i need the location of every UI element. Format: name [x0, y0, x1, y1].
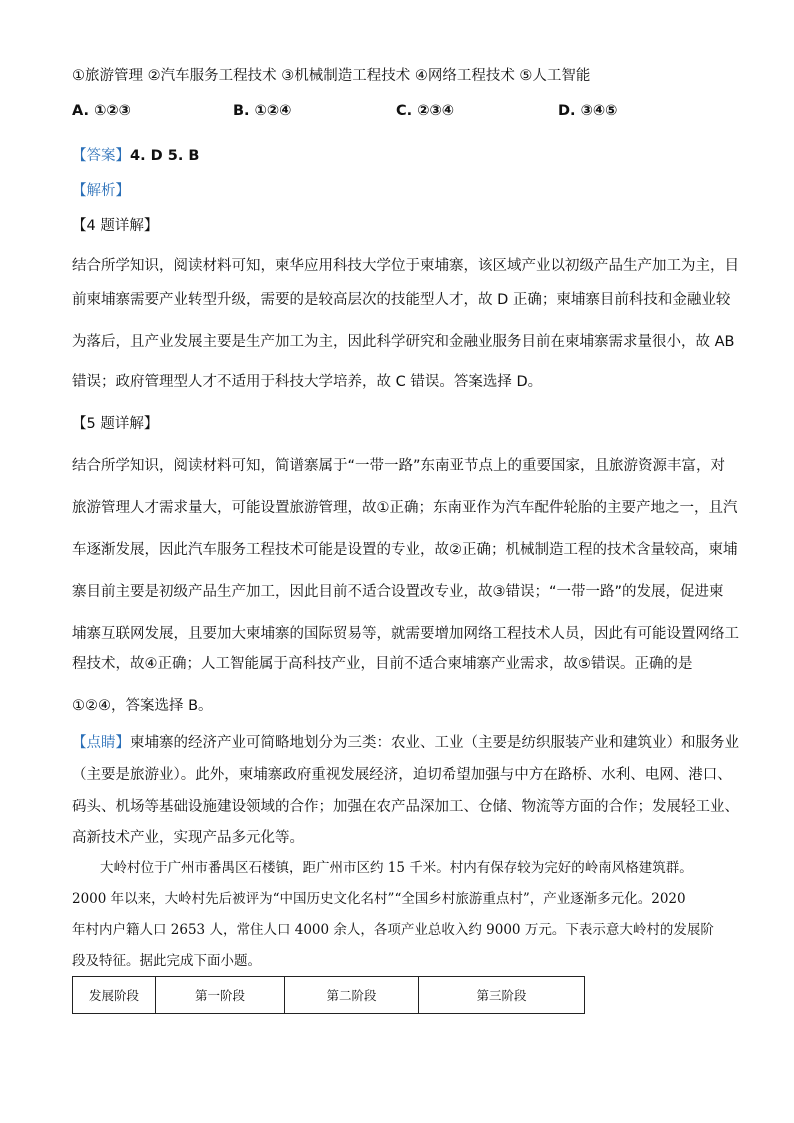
point-tag: 【点睛】 [72, 735, 130, 751]
material-line: 大岭村位于广州市番禺区石楼镇，距广州市区约 15 千米。村内有保存较为完好的岭南风格建筑群。 [100, 860, 693, 876]
point-line: 高新技术产业，实现产品多元化等。 [72, 830, 304, 846]
point-line: 码头、机场等基础设施建设领域的合作；加强在农产品深加工、仓储、物流等方面的合作；发展轻工业、 [72, 799, 739, 815]
q5-line: 结合所学知识，阅读材料可知，简谱寨属于“一带一路”东南亚节点上的重要国家，且旅游资源丰富，对 [72, 458, 726, 474]
q4-line: 为落后，且产业发展主要是生产加工为主，因此科学研究和金融业服务目前在柬埔寨需求量很小，故 AB [72, 334, 735, 350]
material-line: 2000 年以来，大岭村先后被评为“中国历史文化名村”“全国乡村旅游重点村”，产业逐渐多元化。2020 [72, 891, 686, 907]
q5-line: ①②④，答案选择 B。 [72, 698, 213, 714]
analysis-tag: 【解析】 [72, 183, 130, 199]
q4-heading: 【4 题详解】 [72, 218, 159, 234]
answer-tag: 【答案】 [72, 148, 130, 164]
table-header-cell: 发展阶段 [73, 977, 156, 1014]
q5-line: 埔寨互联网发展，且要加大柬埔寨的国际贸易等，就需要增加网络工程技术人员，因此有可能设置网络工 [72, 626, 739, 642]
point-line: （主要是旅游业）。此外，柬埔寨政府重视发展经济，迫切希望加强与中方在路桥、水利、电网、港口、 [72, 767, 732, 783]
option-a: A. ①②③ [72, 103, 131, 119]
option-b: B. ①②④ [233, 103, 292, 119]
analysis-line [72, 181, 130, 201]
q4-line: 前柬埔寨需要产业转型升级，需要的是较高层次的技能型人才，故 D 正确；柬埔寨目前科技和金融业较 [72, 292, 731, 308]
q5-line: 车逐渐发展，因此汽车服务工程技术可能是设置的专业，故②正确；机械制造工程的技术含量较高，柬埔 [72, 542, 738, 558]
q5-line: 程技术，故④正确；人工智能属于高科技产业，目前不适合柬埔寨产业需求，故⑤错误。正确的是 [72, 656, 693, 672]
option-c: C. ②③④ [396, 103, 455, 119]
q4-line: 错误；政府管理型人才不适用于科技大学培养，故 C 错误。答案选择 D。 [72, 374, 543, 390]
q5-line: 旅游管理人才需求量大，可能设置旅游管理，故①正确；东南亚作为汽车配件轮胎的主要产地之一，且汽 [72, 500, 738, 516]
option-d: D. ③④⑤ [558, 103, 618, 119]
stage-table [72, 976, 585, 1014]
table-header-cell: 第二阶段 [285, 977, 419, 1014]
answer-text: 4. D 5. B [130, 148, 200, 164]
q4-line: 结合所学知识，阅读材料可知，柬华应用科技大学位于柬埔寨，该区域产业以初级产品生产加工为主，目 [72, 258, 739, 274]
q5-heading: 【5 题详解】 [72, 416, 159, 432]
material-line: 年村内户籍人口 2653 人，常住人口 4000 余人，各项产业总收入约 9000 万元。下表示意大岭村的发展阶 [72, 922, 714, 938]
q5-line: 寨目前主要是初级产品生产加工，因此目前不适合设置改专业，故③错误；“一带一路”的发展，促进柬 [72, 584, 724, 600]
table-header-cell: 第三阶段 [419, 977, 585, 1014]
answer-line [72, 146, 199, 166]
point-line-1: 【点睛】柬埔寨的经济产业可简略地划分为三类：农业、工业（主要是纺织服装产业和建筑业）和服务业 [72, 735, 739, 751]
question-items: ①旅游管理 ②汽车服务工程技术 ③机械制造工程技术 ④网络工程技术 ⑤人工智能 [72, 68, 591, 84]
table-header-row [73, 977, 585, 1014]
material-line: 段及特征。据此完成下面小题。 [72, 953, 261, 969]
table-header-cell: 第一阶段 [156, 977, 285, 1014]
